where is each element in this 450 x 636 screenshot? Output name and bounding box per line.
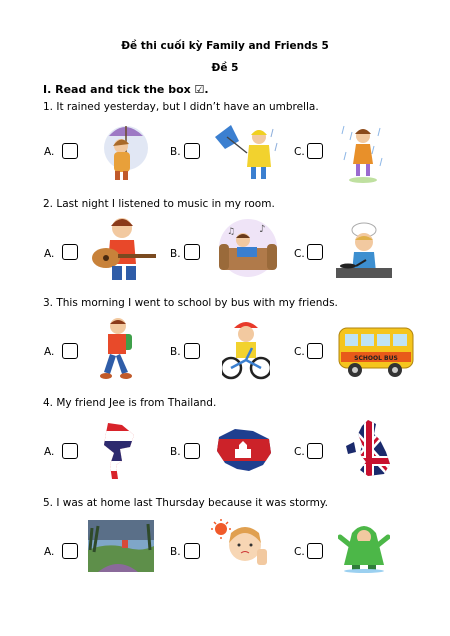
- girl-with-umbrella-picture: [103, 116, 149, 184]
- q2-option-a-checkbox[interactable]: [62, 244, 78, 260]
- q3-option-c-checkbox[interactable]: [307, 343, 323, 359]
- q4-option-a-checkbox[interactable]: [62, 443, 78, 459]
- q1-option-b-checkbox[interactable]: [184, 143, 200, 159]
- storm-landscape-picture: [88, 520, 154, 572]
- boy-walking-picture: [96, 316, 138, 382]
- q5-option-c-label: C.: [294, 546, 305, 558]
- svg-text:♪: ♪: [259, 224, 266, 235]
- thailand-map-picture: [100, 421, 140, 481]
- q5-option-b-checkbox[interactable]: [184, 543, 200, 559]
- boy-cycling-picture: [222, 318, 270, 380]
- boy-guitar-picture: [88, 214, 160, 282]
- q4-option-b-checkbox[interactable]: [184, 443, 200, 459]
- girl-in-rain-picture: [340, 122, 386, 184]
- q5-option-c-checkbox[interactable]: [307, 543, 323, 559]
- hot-sun-girl-picture: [211, 519, 271, 571]
- q4-option-c-label: C.: [294, 446, 305, 458]
- svg-text:♫: ♫: [227, 227, 236, 237]
- question-4-text: 4. My friend Jee is from Thailand.: [43, 397, 217, 409]
- q3-option-a-label: A.: [44, 346, 55, 358]
- q1-option-c-checkbox[interactable]: [307, 143, 323, 159]
- q1-option-a-checkbox[interactable]: [62, 143, 78, 159]
- page-subtitle: Đề 5: [211, 62, 239, 74]
- question-2-text: 2. Last night I listened to music in my room.: [43, 198, 275, 210]
- q5-option-b-label: B.: [170, 546, 181, 558]
- q4-option-b-label: B.: [170, 446, 181, 458]
- q4-option-a-label: A.: [44, 446, 55, 458]
- cambodia-map-picture: [213, 425, 273, 475]
- q4-option-c-checkbox[interactable]: [307, 443, 323, 459]
- q2-option-a-label: A.: [44, 248, 55, 260]
- boy-sofa-music-picture: [215, 218, 281, 280]
- q1-option-c-label: C.: [294, 146, 305, 158]
- q2-option-b-label: B.: [170, 248, 181, 260]
- bus-label: SCHOOL BUS: [354, 355, 398, 362]
- question-1-text: 1. It rained yesterday, but I didn’t have an umbrella.: [43, 101, 319, 113]
- q3-option-b-label: B.: [170, 346, 181, 358]
- q5-option-a-label: A.: [44, 546, 55, 558]
- school-bus-picture: [337, 324, 415, 380]
- uk-map-picture: [340, 418, 396, 480]
- q2-option-c-checkbox[interactable]: [307, 244, 323, 260]
- boy-cooking-picture: [336, 222, 392, 280]
- girl-broken-umbrella-picture: [213, 123, 279, 183]
- q3-option-b-checkbox[interactable]: [184, 343, 200, 359]
- q3-option-a-checkbox[interactable]: [62, 343, 78, 359]
- q1-option-a-label: A.: [44, 146, 55, 158]
- question-5-text: 5. I was at home last Thursday because it was stormy.: [43, 497, 328, 509]
- q2-option-c-label: C.: [294, 248, 305, 260]
- question-3-text: 3. This morning I went to school by bus with my friends.: [43, 297, 338, 309]
- section-heading: I. Read and tick the box ☑.: [43, 83, 209, 96]
- q3-option-c-label: C.: [294, 346, 305, 358]
- raincoat-kid-picture: [338, 519, 390, 573]
- page-title: Đề thi cuối kỳ Family and Friends 5: [121, 40, 329, 52]
- q5-option-a-checkbox[interactable]: [62, 543, 78, 559]
- q1-option-b-label: B.: [170, 146, 181, 158]
- q2-option-b-checkbox[interactable]: [184, 244, 200, 260]
